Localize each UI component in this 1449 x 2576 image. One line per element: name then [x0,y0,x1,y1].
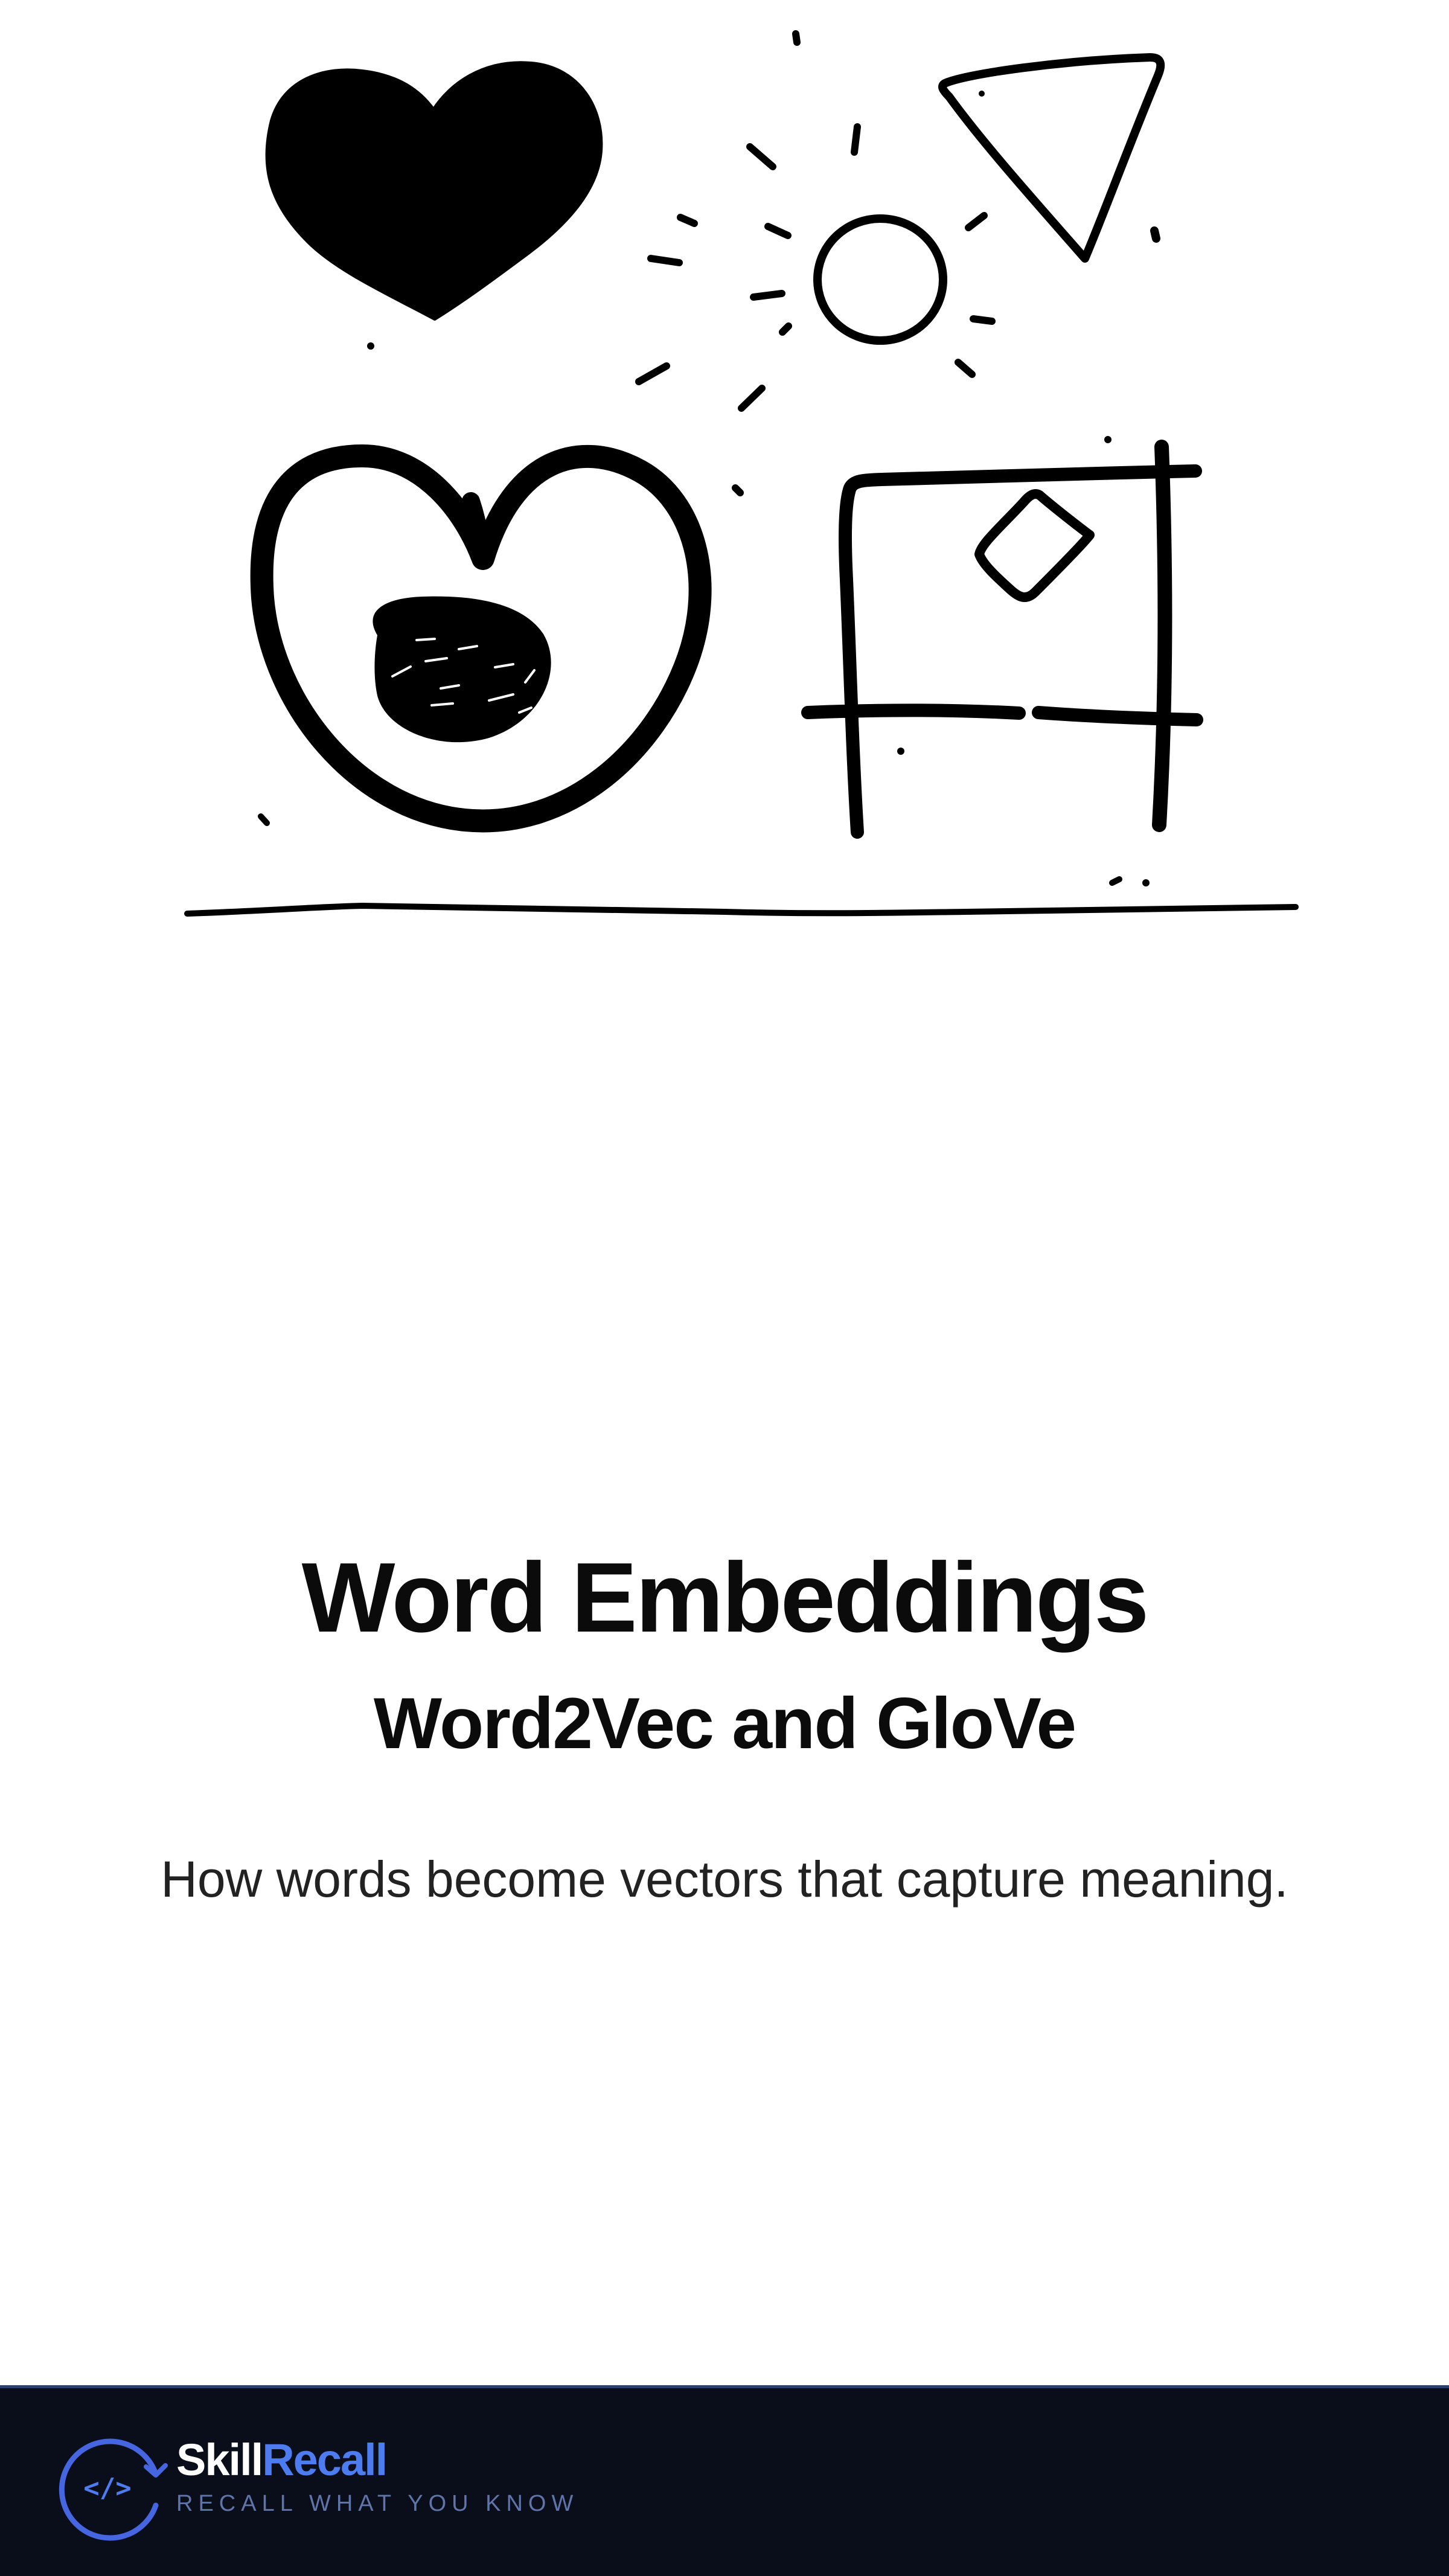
heart-outline-icon [261,456,700,823]
page-description: How words become vectors that capture meaning. [161,1851,1288,1908]
page-subtitle: Word2Vec and GloVe [373,1683,1076,1764]
brand-name-part-1: Skill [176,2435,263,2485]
page-title: Word Embeddings [301,1542,1148,1653]
ground-line [187,906,1296,914]
triangle-icon [942,57,1160,258]
sun-icon [639,34,992,493]
doodle-illustration [0,0,1449,942]
heart-icon [267,63,601,350]
logo-icon [53,2432,168,2546]
footer-bar [0,2385,1449,2576]
logo-glyph: </> [83,2473,132,2504]
brand-tagline: RECALL WHAT YOU KNOW [176,2491,579,2516]
brand-name [176,2435,387,2485]
brand-name-part-2: Recall [262,2435,387,2485]
window-frame-icon [808,436,1197,886]
